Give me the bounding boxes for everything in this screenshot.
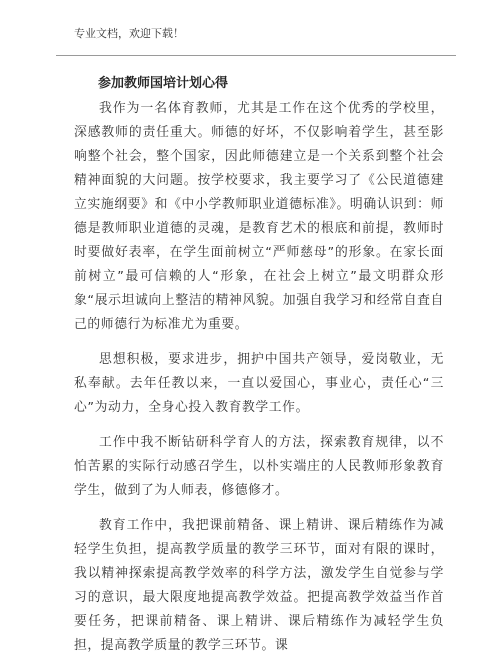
header-divider (56, 55, 456, 56)
paragraph-1: 我作为一名体育教师，尤其是工作在这个优秀的学校里，深感教师的责任重大。师德的好坏，不仅影响着学生，甚至影响整个社会，整个国家，因此师德建立是一个关系到整个社会精神面貌的大问题。按学校要求，我主要学习了《公民道德建立实施纲要》和《中小学教师职业道德标准》。明确认识到：师德是教师职业道德的灵魂，是教育艺术的根底和前提，教师时时要做好表率，在学生面前树立“严师慈母”的形象。在家长面前树立”最可信赖的人“形象，在社会上树立”最文明群众形象“展示坦诚向上整洁的精神风貌。加强自我学习和经常自査自己的师德行为标准尤为重要。 (74, 101, 444, 332)
header-note: 专业文档，欢迎下载！ (74, 27, 184, 40)
paragraph-3: 工作中我不断钻研科学育人的方法，探索教育规律，以不怕苦累的实际行动感召学生，以朴实端庄的人民教师形象教育学生，做到了为人师表，修德修才。 (74, 435, 444, 498)
paragraph-4: 教育工作中，我把课前精备、课上精讲、课后精练作为减轻学生负担，提高教学质量的教学三环节，面对有限的课时，我以精神探索提高教学效率的科学方法，激发学生自觉参与学习的意识，最大限度地提高教学效益。把提高教学效益当作首要任务，把课前精备、课上精讲、课后精练作为减轻学生负担，提高教学质量的教学三环节。课 (74, 518, 444, 653)
document-title: 参加教师国培计划心得 (98, 76, 229, 91)
paragraph-2: 思想积极，要求进步，拥护中国共产领导，爱岗敬业，无私奉献。去年任教以来，一直以爱国心，事业心，责任心“三心”为动力，全身心投入教育教学工作。 (74, 352, 444, 415)
document-body (74, 97, 444, 669)
